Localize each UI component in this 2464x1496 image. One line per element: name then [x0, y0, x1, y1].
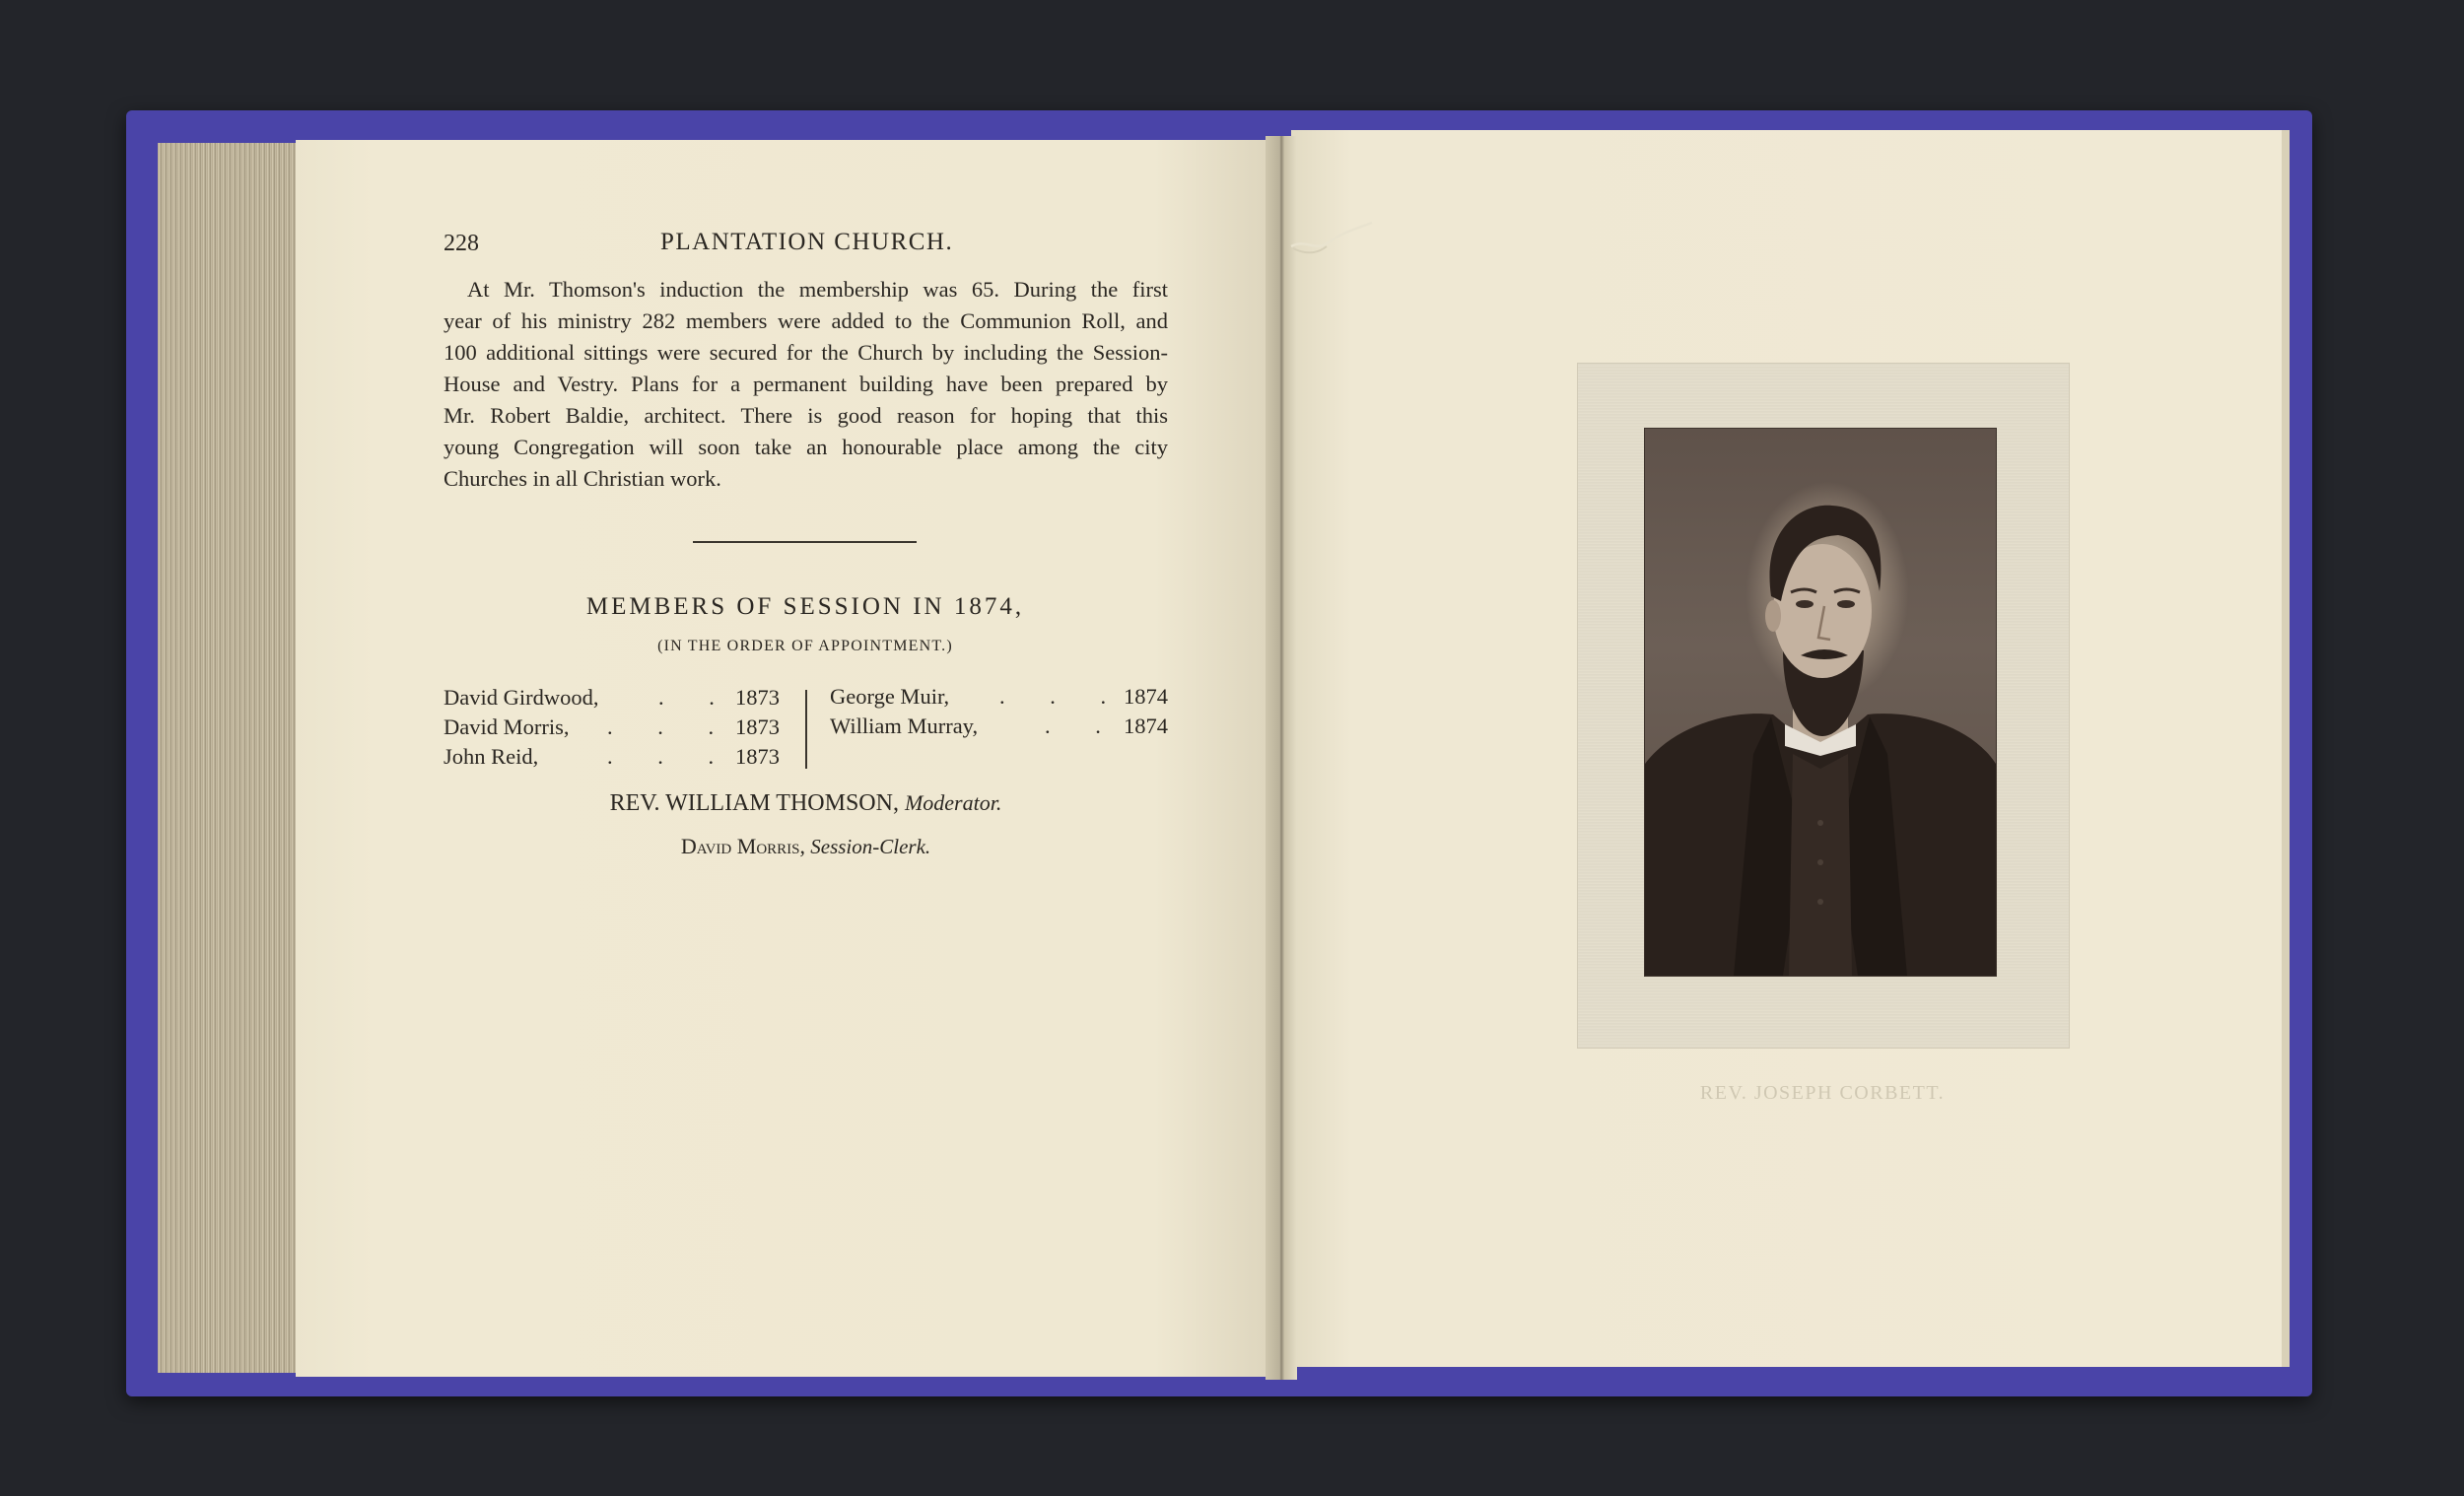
portrait-figure: [1645, 429, 1996, 976]
paragraph-line: House and Vestry. Plans for a permanent building have been prepared by: [444, 372, 1168, 396]
clerk-name: David Morris,: [680, 834, 806, 858]
member-year: 1873: [735, 744, 780, 769]
member-year: 1873: [735, 714, 780, 739]
leader-dots: . .: [1045, 714, 1121, 738]
member-row: [444, 683, 784, 713]
clerk-role: Session-Clerk.: [810, 835, 931, 858]
book-gutter: [1266, 136, 1297, 1380]
session-subtitle: (IN THE ORDER OF APPOINTMENT.): [657, 638, 953, 654]
member-row: [444, 713, 784, 742]
moderator-role: Moderator.: [904, 790, 1002, 815]
paragraph-line: 100 additional sittings were secured for the Church by including the Session-: [444, 340, 1168, 365]
clerk-line: [444, 834, 1168, 859]
member-row: [444, 742, 784, 772]
member-year: 1873: [735, 685, 780, 710]
leader-dots: . .: [658, 685, 734, 710]
member-name: William Murray,: [830, 714, 979, 738]
member-name: David Girdwood,: [444, 685, 599, 710]
leader-dots: . . .: [607, 714, 734, 739]
member-name: John Reid,: [444, 744, 539, 769]
member-year: 1874: [1124, 684, 1168, 709]
member-row: [830, 682, 1170, 712]
moderator-line: [444, 790, 1168, 817]
paragraph-line: young Congregation will soon take an honourable place among the city: [444, 435, 1168, 459]
leader-dots: . . .: [999, 684, 1127, 709]
member-name: George Muir,: [830, 684, 950, 709]
moderator-name: REV. WILLIAM THOMSON,: [609, 790, 899, 816]
paragraph-line: year of his ministry 282 members were added to the Communion Roll, and: [444, 308, 1168, 333]
paragraph-line: At Mr. Thomson's induction the membership was 65. During the first: [467, 277, 1168, 302]
running-head: PLANTATION CHURCH.: [660, 229, 954, 255]
page-block-edges: [158, 143, 304, 1373]
member-name: David Morris,: [444, 714, 570, 739]
member-row: [830, 712, 1170, 741]
session-title: MEMBERS OF SESSION IN 1874,: [585, 593, 1025, 620]
portrait-photograph: [1645, 429, 1996, 976]
column-divider: [805, 690, 807, 769]
binding-thread: [1287, 219, 1376, 268]
paragraph-line: Churches in all Christian work.: [444, 466, 721, 491]
plate-caption: REV. JOSEPH CORBETT.: [1699, 1082, 1946, 1104]
page-number: 228: [444, 231, 479, 256]
member-year: 1874: [1124, 714, 1168, 738]
section-divider: [693, 541, 917, 543]
body-paragraph: [444, 274, 1168, 495]
paragraph-line: Mr. Robert Baldie, architect. There is good reason for hoping that this: [444, 403, 1168, 428]
leader-dots: . . .: [607, 744, 734, 769]
